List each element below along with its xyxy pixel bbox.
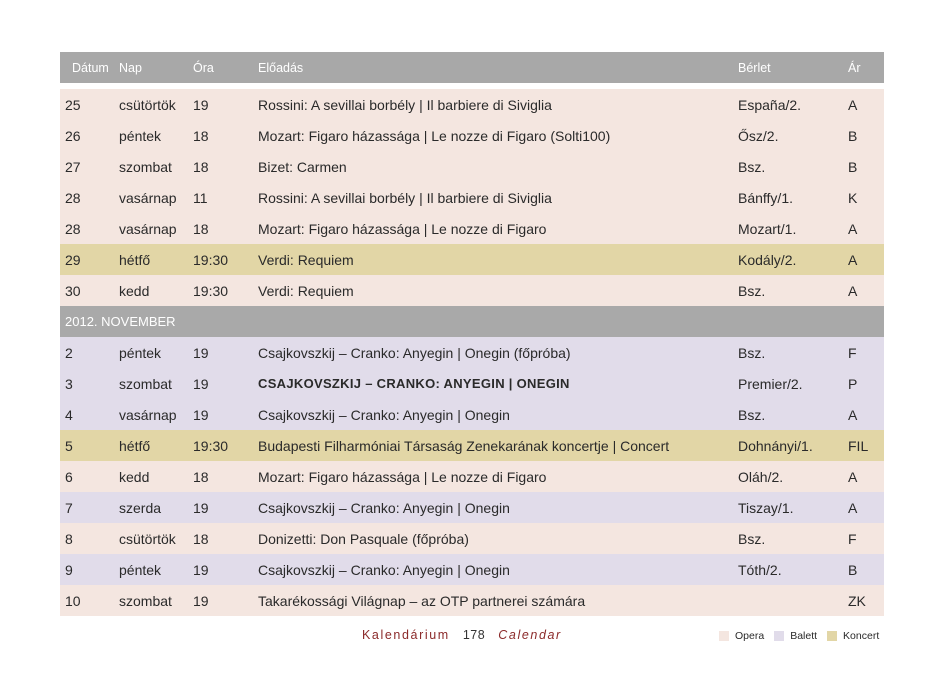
footer-subtitle: Calendar <box>498 628 562 642</box>
row-time: 18 <box>193 158 209 175</box>
month-header-row <box>60 306 884 337</box>
row-time: 19:30 <box>193 437 229 454</box>
row-pass: Tóth/2. <box>738 561 782 578</box>
table-row <box>60 368 884 399</box>
row-date: 29 <box>65 251 81 268</box>
legend-swatch-opera <box>719 631 729 641</box>
row-time: 19 <box>193 592 209 609</box>
row-time: 19 <box>193 561 209 578</box>
row-price: B <box>848 127 858 144</box>
row-day: kedd <box>119 468 150 485</box>
row-price: A <box>848 406 858 423</box>
header-day: Nap <box>119 60 142 75</box>
row-time: 19:30 <box>193 282 229 299</box>
row-price: A <box>848 220 858 237</box>
row-price: A <box>848 251 858 268</box>
legend-item-balett <box>774 630 817 642</box>
row-date: 10 <box>65 592 81 609</box>
legend <box>719 630 879 642</box>
table-row <box>60 89 884 120</box>
row-time: 11 <box>193 189 208 206</box>
row-price: B <box>848 561 858 578</box>
row-price: A <box>848 96 858 113</box>
row-day: szombat <box>119 375 172 392</box>
month-label: 2012. NOVEMBER <box>65 314 176 329</box>
row-date: 30 <box>65 282 81 299</box>
legend-swatch-koncert <box>827 631 837 641</box>
header-time: Óra <box>193 60 214 75</box>
legend-swatch-balett <box>774 631 784 641</box>
table-row <box>60 554 884 585</box>
table-row <box>60 337 884 368</box>
row-date: 28 <box>65 220 81 237</box>
row-event-premiere: CSAJKOVSZKIJ – CRANKO: ANYEGIN | ONEGIN <box>258 376 570 391</box>
legend-item-opera <box>719 630 764 642</box>
row-date: 8 <box>65 530 73 547</box>
row-event: Csajkovszkij – Cranko: Anyegin | Onegin (főpróba) <box>258 344 571 361</box>
row-price: A <box>848 282 858 299</box>
legend-label-koncert: Koncert <box>843 630 880 642</box>
footer-title-block <box>362 628 562 642</box>
row-pass: Mozart/1. <box>738 220 797 237</box>
table-row <box>60 492 884 523</box>
row-pass: Tiszay/1. <box>738 499 794 516</box>
row-day: péntek <box>119 344 162 361</box>
row-time: 19 <box>193 499 209 516</box>
table-row <box>60 523 884 554</box>
row-time: 18 <box>193 468 209 485</box>
row-pass: Bsz. <box>738 158 766 175</box>
row-pass: Ősz/2. <box>738 127 779 144</box>
table-row <box>60 585 884 616</box>
row-pass: Dohnányi/1. <box>738 437 813 454</box>
row-price: F <box>848 530 857 547</box>
header-price: Ár <box>848 60 861 75</box>
row-date: 25 <box>65 96 81 113</box>
row-event: Rossini: A sevillai borbély | Il barbiere di Siviglia <box>258 96 552 113</box>
row-day: szombat <box>119 592 172 609</box>
row-day: vasárnap <box>119 406 177 423</box>
header-event: Előadás <box>258 60 304 75</box>
row-date: 28 <box>65 189 81 206</box>
legend-item-koncert <box>827 630 879 642</box>
row-date: 27 <box>65 158 81 175</box>
page-footer <box>0 626 945 646</box>
row-date: 26 <box>65 127 81 144</box>
row-date: 4 <box>65 406 73 423</box>
row-price: A <box>848 499 858 516</box>
table-row <box>60 399 884 430</box>
table-row <box>60 461 884 492</box>
row-day: szerda <box>119 499 162 516</box>
row-day: hétfő <box>119 251 151 268</box>
row-price: P <box>848 375 858 392</box>
table-header <box>60 52 884 83</box>
table-row <box>60 275 884 306</box>
row-date: 2 <box>65 344 73 361</box>
row-pass: Premier/2. <box>738 375 803 392</box>
row-day: hétfő <box>119 437 151 454</box>
row-event: Csajkovszkij – Cranko: Anyegin | Onegin <box>258 499 510 516</box>
table-row <box>60 120 884 151</box>
row-pass: Bsz. <box>738 282 766 299</box>
october-rows <box>60 89 884 306</box>
row-day: péntek <box>119 561 162 578</box>
row-pass: España/2. <box>738 96 802 113</box>
row-event: Rossini: A sevillai borbély | Il barbiere di Siviglia <box>258 189 552 206</box>
row-time: 19 <box>193 406 209 423</box>
row-event: Verdi: Requiem <box>258 282 354 299</box>
row-day: csütörtök <box>119 96 176 113</box>
row-price: K <box>848 189 858 206</box>
row-date: 7 <box>65 499 73 516</box>
row-pass: Oláh/2. <box>738 468 784 485</box>
row-day: vasárnap <box>119 220 177 237</box>
footer-title: Kalendárium <box>362 628 450 642</box>
row-event: Takarékossági Világnap – az OTP partnerei számára <box>258 592 586 609</box>
row-date: 5 <box>65 437 73 454</box>
row-event: Mozart: Figaro házassága | Le nozze di Figaro <box>258 220 547 237</box>
row-time: 18 <box>193 530 209 547</box>
row-time: 19 <box>193 96 209 113</box>
row-price: A <box>848 468 858 485</box>
table-row <box>60 151 884 182</box>
row-date: 9 <box>65 561 73 578</box>
row-day: vasárnap <box>119 189 177 206</box>
november-rows <box>60 337 884 616</box>
legend-label-opera: Opera <box>735 630 765 642</box>
row-pass: Kodály/2. <box>738 251 797 268</box>
row-time: 19:30 <box>193 251 229 268</box>
row-pass: Bsz. <box>738 406 766 423</box>
row-event: Csajkovszkij – Cranko: Anyegin | Onegin <box>258 406 510 423</box>
row-pass: Bánffy/1. <box>738 189 794 206</box>
row-event: Verdi: Requiem <box>258 251 354 268</box>
row-event: Budapesti Filharmóniai Társaság Zenekarának koncertje | Concert <box>258 437 670 454</box>
row-day: kedd <box>119 282 150 299</box>
row-event: Mozart: Figaro házassága | Le nozze di Figaro (Solti100) <box>258 127 611 144</box>
row-price: FIL <box>848 437 869 454</box>
table-row <box>60 182 884 213</box>
header-pass: Bérlet <box>738 60 771 75</box>
row-day: szombat <box>119 158 172 175</box>
table-row <box>60 244 884 275</box>
row-price: ZK <box>848 592 866 609</box>
row-pass: Bsz. <box>738 530 766 547</box>
legend-label-balett: Balett <box>790 630 818 642</box>
row-event: Bizet: Carmen <box>258 158 347 175</box>
row-price: B <box>848 158 858 175</box>
row-event: Csajkovszkij – Cranko: Anyegin | Onegin <box>258 561 510 578</box>
row-date: 6 <box>65 468 73 485</box>
row-day: péntek <box>119 127 162 144</box>
header-date: Dátum <box>72 60 109 75</box>
row-day: csütörtök <box>119 530 176 547</box>
row-time: 19 <box>193 344 209 361</box>
row-event: Mozart: Figaro házassága | Le nozze di Figaro <box>258 468 547 485</box>
table-row <box>60 430 884 461</box>
schedule-table <box>60 52 884 616</box>
row-time: 19 <box>193 375 209 392</box>
row-time: 18 <box>193 220 209 237</box>
row-price: F <box>848 344 857 361</box>
page-number: 178 <box>462 628 486 642</box>
row-pass: Bsz. <box>738 344 766 361</box>
row-event: Donizetti: Don Pasquale (főpróba) <box>258 530 469 547</box>
row-date: 3 <box>65 375 73 392</box>
table-row <box>60 213 884 244</box>
row-time: 18 <box>193 127 209 144</box>
